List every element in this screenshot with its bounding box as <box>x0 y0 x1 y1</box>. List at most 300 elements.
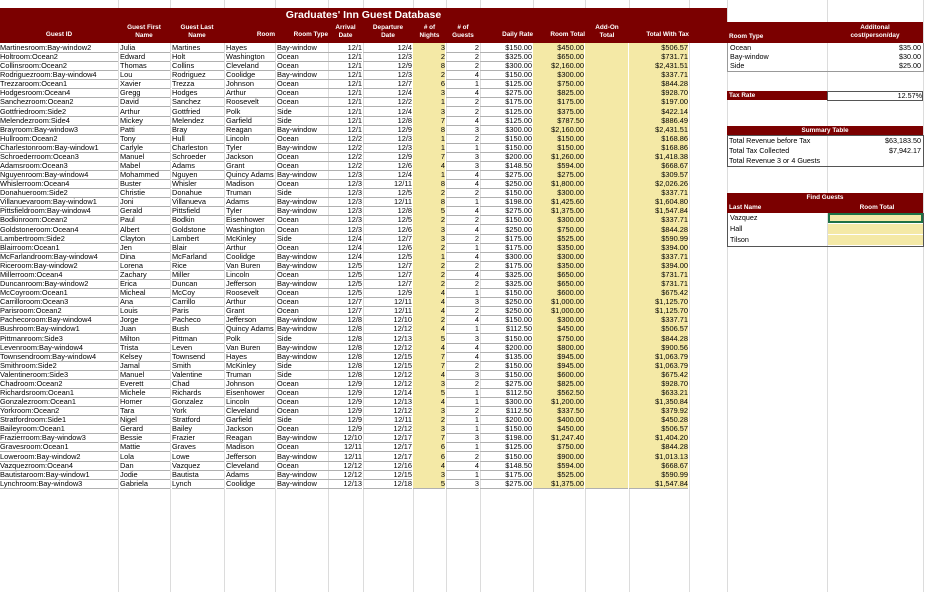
cell-nights[interactable]: 7 <box>413 433 445 443</box>
cell-guests[interactable]: 2 <box>446 97 479 107</box>
cell-room-total[interactable]: $175.00 <box>533 97 584 107</box>
cell-departure[interactable]: 12/9 <box>363 125 412 135</box>
cell-total-with-tax[interactable]: $337.71 <box>629 315 688 325</box>
cell-last-name[interactable]: Frazier <box>172 433 224 443</box>
cell-room-total[interactable]: $800.00 <box>533 343 584 353</box>
cell-daily-rate[interactable]: $200.00 <box>480 343 532 353</box>
cell-daily-rate[interactable]: $150.00 <box>480 334 532 344</box>
cell-room-total[interactable]: $750.00 <box>533 225 584 235</box>
cell-guest-id[interactable]: Parisroom:Ocean2 <box>0 306 118 316</box>
cell-guest-id[interactable]: Townsendroom:Bay-window4 <box>0 352 118 362</box>
cell-last-name[interactable]: Miller <box>172 270 224 280</box>
cell-total-with-tax[interactable]: $337.71 <box>629 188 688 198</box>
cell-total-with-tax[interactable]: $394.00 <box>629 243 688 253</box>
cell-arrival[interactable]: 12/1 <box>328 97 362 107</box>
cell-departure[interactable]: 12/9 <box>363 61 412 71</box>
cell-guests[interactable]: 3 <box>446 479 479 489</box>
cell-total-with-tax[interactable]: $1,547.84 <box>629 206 688 216</box>
cell-last-name[interactable]: Pittman <box>172 334 224 344</box>
cell-nights[interactable]: 5 <box>413 206 445 216</box>
cell-room[interactable]: Jefferson <box>226 452 275 462</box>
cell-room-total[interactable]: $1,260.00 <box>533 152 584 162</box>
cell-total-with-tax[interactable]: $731.71 <box>629 270 688 280</box>
cell-last-name[interactable]: Donahue <box>172 188 224 198</box>
cell-guest-id[interactable]: Rodriguezroom:Bay-window4 <box>0 70 118 80</box>
cell-nights[interactable]: 3 <box>413 88 445 98</box>
cell-departure[interactable]: 12/3 <box>363 70 412 80</box>
cell-departure[interactable]: 12/11 <box>363 179 412 189</box>
cell-departure[interactable]: 12/9 <box>363 152 412 162</box>
cell-last-name[interactable]: Paris <box>172 306 224 316</box>
cell-guests[interactable]: 4 <box>446 88 479 98</box>
lookup-row-side-cost[interactable]: $25.00 <box>899 61 921 70</box>
cell-room-type[interactable]: Ocean <box>277 388 328 398</box>
cell-guest-id[interactable]: Yorkroom:Ocean2 <box>0 406 118 416</box>
cell-room-total[interactable]: $1,375.00 <box>533 206 584 216</box>
cell-room[interactable]: Reagan <box>226 433 275 443</box>
cell-arrival[interactable]: 12/3 <box>328 188 362 198</box>
cell-guests[interactable]: 2 <box>446 107 479 117</box>
cell-arrival[interactable]: 12/2 <box>328 134 362 144</box>
cell-daily-rate[interactable]: $275.00 <box>480 206 532 216</box>
cell-guests[interactable]: 1 <box>446 415 479 425</box>
cell-first-name[interactable]: Gabriela <box>120 479 170 489</box>
cell-first-name[interactable]: Ana <box>120 297 170 307</box>
cell-room-type[interactable]: Bay-window <box>277 206 328 216</box>
cell-nights[interactable]: 1 <box>413 143 445 153</box>
cell-nights[interactable]: 4 <box>413 161 445 171</box>
cell-guest-id[interactable]: Pittmanroom:Side3 <box>0 334 118 344</box>
cell-guest-id[interactable]: Millerroom:Ocean4 <box>0 270 118 280</box>
cell-arrival[interactable]: 12/5 <box>328 279 362 289</box>
cell-room-type[interactable]: Side <box>277 107 328 117</box>
cell-guests[interactable]: 4 <box>446 170 479 180</box>
cell-departure[interactable]: 12/6 <box>363 225 412 235</box>
cell-first-name[interactable]: Thomas <box>120 61 170 71</box>
cell-departure[interactable]: 12/8 <box>363 116 412 126</box>
cell-total-with-tax[interactable]: $844.28 <box>629 225 688 235</box>
cell-guest-id[interactable]: Whislerroom:Ocean4 <box>0 179 118 189</box>
cell-last-name[interactable]: Leven <box>172 343 224 353</box>
cell-guest-id[interactable]: Frazierroom:Bay-window3 <box>0 433 118 443</box>
cell-departure[interactable]: 12/10 <box>363 315 412 325</box>
cell-room-total[interactable]: $300.00 <box>533 188 584 198</box>
cell-departure[interactable]: 12/17 <box>363 452 412 462</box>
cell-room-type[interactable]: Ocean <box>277 52 328 62</box>
cell-daily-rate[interactable]: $125.00 <box>480 107 532 117</box>
cell-nights[interactable]: 1 <box>413 170 445 180</box>
cell-guest-id[interactable]: Stratfordroom:Side1 <box>0 415 118 425</box>
cell-guests[interactable]: 4 <box>446 225 479 235</box>
cell-guest-id[interactable]: Holtroom:Ocean2 <box>0 52 118 62</box>
cell-total-with-tax[interactable]: $633.21 <box>629 388 688 398</box>
cell-first-name[interactable]: Micheal <box>120 288 170 298</box>
cell-departure[interactable]: 12/15 <box>363 361 412 371</box>
cell-departure[interactable]: 12/12 <box>363 379 412 389</box>
cell-room-total[interactable]: $750.00 <box>533 442 584 452</box>
cell-nights[interactable]: 7 <box>413 361 445 371</box>
cell-last-name[interactable]: Pacheco <box>172 315 224 325</box>
cell-departure[interactable]: 12/7 <box>363 279 412 289</box>
cell-room[interactable]: Arthur <box>226 297 275 307</box>
cell-departure[interactable]: 12/7 <box>363 270 412 280</box>
cell-room-type[interactable]: Bay-window <box>277 452 328 462</box>
cell-first-name[interactable]: Carlyle <box>120 143 170 153</box>
cell-arrival[interactable]: 12/1 <box>328 79 362 89</box>
cell-room-total[interactable]: $525.00 <box>533 470 584 480</box>
cell-last-name[interactable]: Villanueva <box>172 197 224 207</box>
cell-arrival[interactable]: 12/1 <box>328 52 362 62</box>
cell-daily-rate[interactable]: $150.00 <box>480 134 532 144</box>
cell-room[interactable]: McKinley <box>226 361 275 371</box>
cell-arrival[interactable]: 12/13 <box>328 479 362 489</box>
cell-nights[interactable]: 7 <box>413 116 445 126</box>
cell-room[interactable]: Coolidge <box>226 252 275 262</box>
cell-daily-rate[interactable]: $300.00 <box>480 125 532 135</box>
cell-daily-rate[interactable]: $275.00 <box>480 479 532 489</box>
cell-guests[interactable]: 3 <box>446 370 479 380</box>
cell-last-name[interactable]: Stratford <box>172 415 224 425</box>
cell-room-total[interactable]: $945.00 <box>533 352 584 362</box>
cell-room-type[interactable]: Ocean <box>277 288 328 298</box>
cell-guests[interactable]: 3 <box>446 152 479 162</box>
cell-last-name[interactable]: Vazquez <box>172 461 224 471</box>
cell-arrival[interactable]: 12/9 <box>328 424 362 434</box>
cell-room[interactable]: Cleveland <box>226 406 275 416</box>
cell-room-total[interactable]: $945.00 <box>533 361 584 371</box>
cell-last-name[interactable]: Bautista <box>172 470 224 480</box>
cell-guest-id[interactable]: Charlestonroom:Bay-window1 <box>0 143 118 153</box>
cell-last-name[interactable]: Richards <box>172 388 224 398</box>
cell-room-type[interactable]: Ocean <box>277 424 328 434</box>
cell-room-type[interactable]: Bay-window <box>277 143 328 153</box>
cell-room-total[interactable]: $1,425.60 <box>533 197 584 207</box>
cell-first-name[interactable]: Erica <box>120 279 170 289</box>
cell-departure[interactable]: 12/12 <box>363 424 412 434</box>
cell-first-name[interactable]: Lola <box>120 452 170 462</box>
cell-room-total[interactable]: $650.00 <box>533 270 584 280</box>
cell-total-with-tax[interactable]: $506.57 <box>629 43 688 53</box>
cell-room-type[interactable]: Bay-window <box>277 352 328 362</box>
cell-daily-rate[interactable]: $175.00 <box>480 97 532 107</box>
cell-total-with-tax[interactable]: $168.86 <box>629 143 688 153</box>
cell-last-name[interactable]: McCoy <box>172 288 224 298</box>
cell-room-type[interactable]: Side <box>277 334 328 344</box>
cell-room-type[interactable]: Ocean <box>277 442 328 452</box>
cell-guests[interactable]: 3 <box>446 433 479 443</box>
cell-nights[interactable]: 3 <box>413 424 445 434</box>
cell-room-total[interactable]: $600.00 <box>533 370 584 380</box>
cell-room-type[interactable]: Bay-window <box>277 170 328 180</box>
cell-departure[interactable]: 12/12 <box>363 324 412 334</box>
cell-last-name[interactable]: Lynch <box>172 479 224 489</box>
cell-arrival[interactable]: 12/5 <box>328 270 362 280</box>
cell-nights[interactable]: 2 <box>413 188 445 198</box>
tax-rate-value[interactable]: 12.57% <box>827 91 923 101</box>
cell-room[interactable]: Grant <box>226 306 275 316</box>
cell-daily-rate[interactable]: $150.00 <box>480 70 532 80</box>
cell-first-name[interactable]: Manuel <box>120 370 170 380</box>
cell-daily-rate[interactable]: $300.00 <box>480 397 532 407</box>
cell-room-type[interactable]: Ocean <box>277 97 328 107</box>
cell-guests[interactable]: 4 <box>446 116 479 126</box>
cell-room-type[interactable]: Bay-window <box>277 343 328 353</box>
cell-room-total[interactable]: $594.00 <box>533 161 584 171</box>
cell-room-total[interactable]: $787.50 <box>533 116 584 126</box>
cell-nights[interactable]: 8 <box>413 125 445 135</box>
cell-room-type[interactable]: Bay-window <box>277 43 328 53</box>
cell-arrival[interactable]: 12/4 <box>328 243 362 253</box>
cell-room[interactable]: Van Buren <box>226 261 275 271</box>
cell-first-name[interactable]: Gregg <box>120 88 170 98</box>
cell-arrival[interactable]: 12/8 <box>328 370 362 380</box>
cell-guest-id[interactable]: Adamsroom:Ocean3 <box>0 161 118 171</box>
cell-nights[interactable]: 1 <box>413 134 445 144</box>
cell-departure[interactable]: 12/5 <box>363 188 412 198</box>
cell-room-total[interactable]: $150.00 <box>533 143 584 153</box>
cell-total-with-tax[interactable]: $886.49 <box>629 116 688 126</box>
cell-guest-id[interactable]: Smithroom:Side2 <box>0 361 118 371</box>
cell-daily-rate[interactable]: $150.00 <box>480 288 532 298</box>
cell-daily-rate[interactable]: $250.00 <box>480 225 532 235</box>
summary-revenue-before-tax-value[interactable]: $63,183.50 <box>885 136 921 145</box>
cell-last-name[interactable]: Bray <box>172 125 224 135</box>
cell-room-total[interactable]: $1,247.40 <box>533 433 584 443</box>
cell-daily-rate[interactable]: $275.00 <box>480 379 532 389</box>
cell-arrival[interactable]: 12/3 <box>328 206 362 216</box>
cell-first-name[interactable]: Mabel <box>120 161 170 171</box>
cell-guest-id[interactable]: Carrilloroom:Ocean3 <box>0 297 118 307</box>
cell-room-type[interactable]: Bay-window <box>277 125 328 135</box>
cell-room-total[interactable]: $450.00 <box>533 324 584 334</box>
cell-total-with-tax[interactable]: $590.99 <box>629 234 688 244</box>
cell-guests[interactable]: 1 <box>446 424 479 434</box>
cell-total-with-tax[interactable]: $2,431.51 <box>629 125 688 135</box>
cell-guest-id[interactable]: McCoyroom:Ocean1 <box>0 288 118 298</box>
cell-first-name[interactable]: Dina <box>120 252 170 262</box>
cell-last-name[interactable]: Goldstone <box>172 225 224 235</box>
cell-first-name[interactable]: Jamal <box>120 361 170 371</box>
cell-total-with-tax[interactable]: $668.67 <box>629 161 688 171</box>
cell-total-with-tax[interactable]: $197.00 <box>629 97 688 107</box>
cell-daily-rate[interactable]: $250.00 <box>480 179 532 189</box>
cell-departure[interactable]: 12/12 <box>363 370 412 380</box>
cell-room-total[interactable]: $350.00 <box>533 261 584 271</box>
cell-first-name[interactable]: Xavier <box>120 79 170 89</box>
cell-daily-rate[interactable]: $275.00 <box>480 88 532 98</box>
cell-room-type[interactable]: Ocean <box>277 179 328 189</box>
cell-first-name[interactable]: Buster <box>120 179 170 189</box>
cell-total-with-tax[interactable]: $379.92 <box>629 406 688 416</box>
cell-arrival[interactable]: 12/8 <box>328 352 362 362</box>
cell-guests[interactable]: 2 <box>446 379 479 389</box>
cell-guest-id[interactable]: Donahueroom:Side2 <box>0 188 118 198</box>
cell-room-total[interactable]: $600.00 <box>533 288 584 298</box>
cell-daily-rate[interactable]: $125.00 <box>480 442 532 452</box>
cell-last-name[interactable]: Martines <box>172 43 224 53</box>
cell-room-type[interactable]: Ocean <box>277 152 328 162</box>
find-guest-total-2[interactable] <box>828 224 923 234</box>
cell-arrival[interactable]: 12/5 <box>328 261 362 271</box>
cell-departure[interactable]: 12/4 <box>363 43 412 53</box>
cell-room[interactable]: Grant <box>226 161 275 171</box>
cell-room[interactable]: Cleveland <box>226 461 275 471</box>
cell-last-name[interactable]: Schroeder <box>172 152 224 162</box>
cell-guest-id[interactable]: Collinsroom:Ocean2 <box>0 61 118 71</box>
cell-first-name[interactable]: Edward <box>120 52 170 62</box>
cell-guest-id[interactable]: Martinesroom:Bay-window2 <box>0 43 118 53</box>
cell-arrival[interactable]: 12/2 <box>328 143 362 153</box>
cell-room[interactable]: Arthur <box>226 88 275 98</box>
cell-room-total[interactable]: $450.00 <box>533 43 584 53</box>
cell-nights[interactable]: 2 <box>413 215 445 225</box>
lookup-row-bay-cost[interactable]: $30.00 <box>899 52 921 61</box>
cell-guests[interactable]: 4 <box>446 179 479 189</box>
cell-guests[interactable]: 3 <box>446 125 479 135</box>
cell-room-type[interactable]: Side <box>277 415 328 425</box>
cell-nights[interactable]: 3 <box>413 406 445 416</box>
cell-daily-rate[interactable]: $250.00 <box>480 306 532 316</box>
cell-total-with-tax[interactable]: $1,063.79 <box>629 352 688 362</box>
cell-room-type[interactable]: Bay-window <box>277 70 328 80</box>
cell-first-name[interactable]: Michele <box>120 388 170 398</box>
cell-daily-rate[interactable]: $112.50 <box>480 324 532 334</box>
cell-room-total[interactable]: $2,160.00 <box>533 125 584 135</box>
cell-guest-id[interactable]: Bautistaroom:Bay-window1 <box>0 470 118 480</box>
cell-nights[interactable]: 1 <box>413 252 445 262</box>
cell-departure[interactable]: 12/5 <box>363 252 412 262</box>
cell-guests[interactable]: 2 <box>446 188 479 198</box>
cell-daily-rate[interactable]: $300.00 <box>480 61 532 71</box>
cell-arrival[interactable]: 12/3 <box>328 197 362 207</box>
cell-daily-rate[interactable]: $175.00 <box>480 243 532 253</box>
cell-departure[interactable]: 12/4 <box>363 170 412 180</box>
cell-room-total[interactable]: $350.00 <box>533 243 584 253</box>
cell-room[interactable]: Garfield <box>226 116 275 126</box>
cell-guest-id[interactable]: Gonzalezroom:Ocean1 <box>0 397 118 407</box>
cell-nights[interactable]: 8 <box>413 179 445 189</box>
cell-arrival[interactable]: 12/9 <box>328 397 362 407</box>
cell-first-name[interactable]: Milton <box>120 334 170 344</box>
cell-total-with-tax[interactable]: $337.71 <box>629 215 688 225</box>
cell-last-name[interactable]: Adams <box>172 161 224 171</box>
cell-room[interactable]: Adams <box>226 197 275 207</box>
cell-arrival[interactable]: 12/8 <box>328 334 362 344</box>
cell-total-with-tax[interactable]: $506.57 <box>629 424 688 434</box>
cell-nights[interactable]: 4 <box>413 297 445 307</box>
cell-room[interactable]: Truman <box>226 188 275 198</box>
cell-room-type[interactable]: Ocean <box>277 61 328 71</box>
cell-total-with-tax[interactable]: $928.70 <box>629 379 688 389</box>
cell-last-name[interactable]: Smith <box>172 361 224 371</box>
cell-daily-rate[interactable]: $150.00 <box>480 143 532 153</box>
lookup-row-side-type[interactable]: Side <box>730 61 745 70</box>
cell-room-total[interactable]: $150.00 <box>533 134 584 144</box>
cell-first-name[interactable]: Mickey <box>120 116 170 126</box>
cell-departure[interactable]: 12/18 <box>363 479 412 489</box>
cell-room-total[interactable]: $450.00 <box>533 424 584 434</box>
cell-arrival[interactable]: 12/1 <box>328 125 362 135</box>
cell-guests[interactable]: 1 <box>446 197 479 207</box>
cell-last-name[interactable]: Carrillo <box>172 297 224 307</box>
cell-arrival[interactable]: 12/9 <box>328 415 362 425</box>
cell-room-type[interactable]: Bay-window <box>277 433 328 443</box>
cell-guests[interactable]: 2 <box>446 279 479 289</box>
cell-guest-id[interactable]: Valentineroom:Side3 <box>0 370 118 380</box>
cell-total-with-tax[interactable]: $168.86 <box>629 134 688 144</box>
cell-last-name[interactable]: McFarland <box>172 252 224 262</box>
cell-guests[interactable]: 1 <box>446 397 479 407</box>
cell-departure[interactable]: 12/14 <box>363 388 412 398</box>
cell-guests[interactable]: 4 <box>446 206 479 216</box>
cell-room-type[interactable]: Side <box>277 188 328 198</box>
cell-guests[interactable]: 2 <box>446 234 479 244</box>
lookup-row-ocean-type[interactable]: Ocean <box>730 43 752 52</box>
cell-departure[interactable]: 12/11 <box>363 306 412 316</box>
cell-daily-rate[interactable]: $175.00 <box>480 261 532 271</box>
cell-daily-rate[interactable]: $150.00 <box>480 188 532 198</box>
cell-total-with-tax[interactable]: $337.71 <box>629 252 688 262</box>
cell-first-name[interactable]: Mattie <box>120 442 170 452</box>
cell-arrival[interactable]: 12/8 <box>328 324 362 334</box>
cell-departure[interactable]: 12/3 <box>363 134 412 144</box>
cell-room[interactable]: Madison <box>226 179 275 189</box>
cell-departure[interactable]: 12/17 <box>363 433 412 443</box>
summary-tax-collected-value[interactable]: $7,942.17 <box>889 146 921 155</box>
cell-guest-id[interactable]: Lambertroom:Side2 <box>0 234 118 244</box>
cell-guest-id[interactable]: Levenroom:Bay-window4 <box>0 343 118 353</box>
cell-room-type[interactable]: Ocean <box>277 215 328 225</box>
cell-last-name[interactable]: Rice <box>172 261 224 271</box>
cell-daily-rate[interactable]: $325.00 <box>480 52 532 62</box>
find-guest-name-3[interactable]: Tilson <box>730 235 749 244</box>
cell-guest-id[interactable]: Trezzaroom:Ocean1 <box>0 79 118 89</box>
cell-last-name[interactable]: Sanchez <box>172 97 224 107</box>
cell-daily-rate[interactable]: $325.00 <box>480 270 532 280</box>
cell-nights[interactable]: 3 <box>413 225 445 235</box>
cell-guests[interactable]: 4 <box>446 352 479 362</box>
lookup-row-ocean-cost[interactable]: $35.00 <box>899 43 921 52</box>
cell-last-name[interactable]: Lowe <box>172 452 224 462</box>
cell-guests[interactable]: 2 <box>446 452 479 462</box>
cell-first-name[interactable]: Lou <box>120 70 170 80</box>
cell-nights[interactable]: 4 <box>413 343 445 353</box>
cell-room-type[interactable]: Ocean <box>277 406 328 416</box>
cell-last-name[interactable]: Nguyen <box>172 170 224 180</box>
cell-room[interactable]: Coolidge <box>226 479 275 489</box>
cell-total-with-tax[interactable]: $1,604.80 <box>629 197 688 207</box>
cell-last-name[interactable]: Bailey <box>172 424 224 434</box>
cell-daily-rate[interactable]: $175.00 <box>480 470 532 480</box>
cell-total-with-tax[interactable]: $675.42 <box>629 288 688 298</box>
cell-total-with-tax[interactable]: $1,350.84 <box>629 397 688 407</box>
cell-guests[interactable]: 4 <box>446 252 479 262</box>
cell-first-name[interactable]: Louis <box>120 306 170 316</box>
cell-nights[interactable]: 7 <box>413 352 445 362</box>
cell-room-type[interactable]: Bay-window <box>277 479 328 489</box>
cell-guest-id[interactable]: Brayroom:Bay-window3 <box>0 125 118 135</box>
cell-guest-id[interactable]: Melendezroom:Side4 <box>0 116 118 126</box>
cell-room[interactable]: Hayes <box>226 352 275 362</box>
cell-room[interactable]: Van Buren <box>226 343 275 353</box>
cell-room[interactable]: Quincy Adams <box>226 324 274 334</box>
cell-room-type[interactable]: Bay-window <box>277 197 328 207</box>
cell-departure[interactable]: 12/7 <box>363 79 412 89</box>
cell-room-total[interactable]: $1,375.00 <box>533 479 584 489</box>
cell-daily-rate[interactable]: $148.50 <box>480 161 532 171</box>
cell-room-total[interactable]: $1,000.00 <box>533 306 584 316</box>
cell-room-type[interactable]: Bay-window <box>277 315 328 325</box>
